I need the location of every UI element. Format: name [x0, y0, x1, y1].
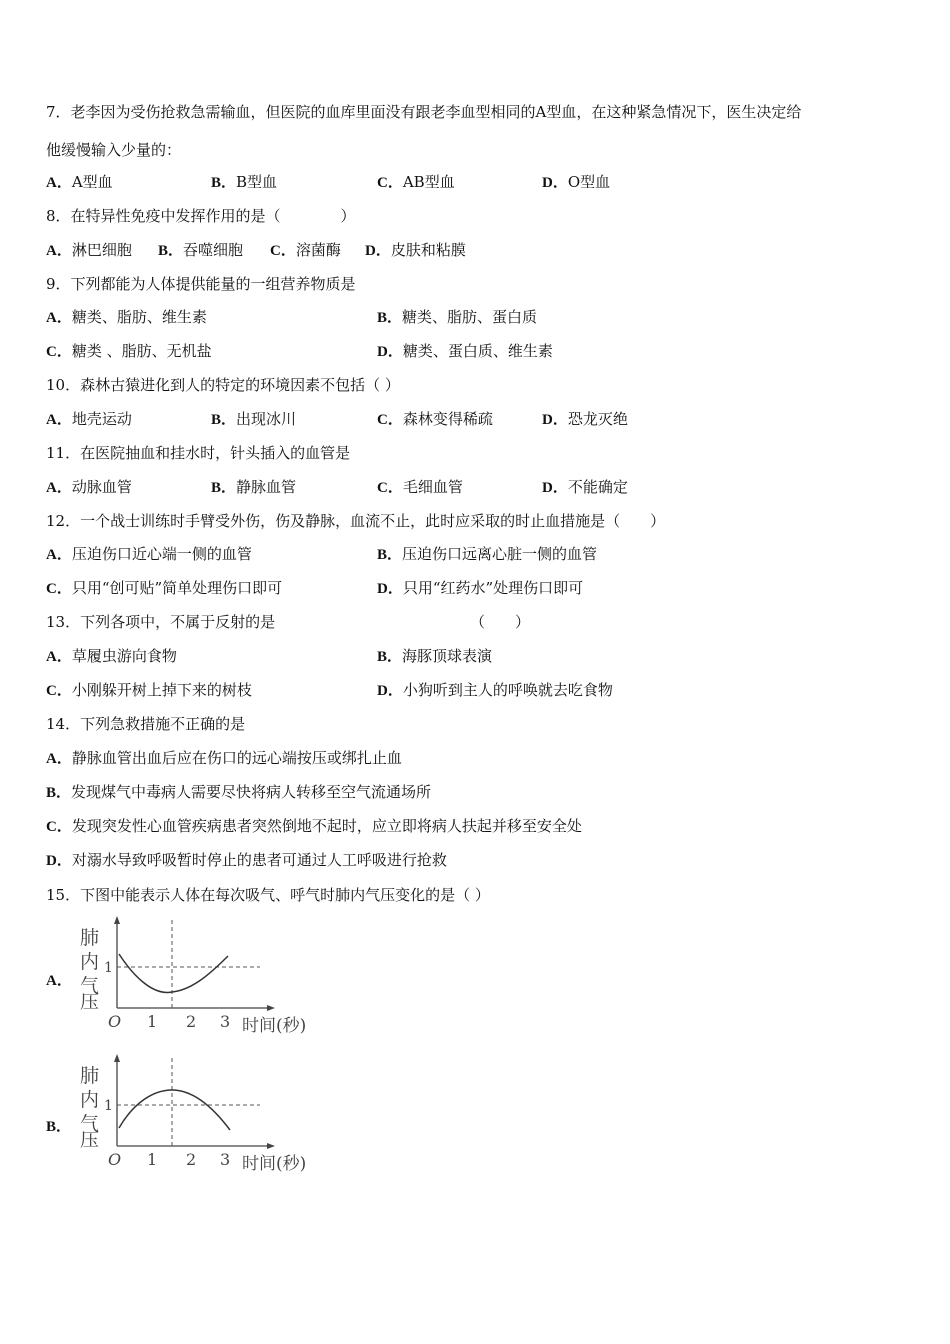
graph-a-x-label: 时间(秒): [242, 1016, 307, 1036]
q14-stem: 14．下列急救措施不正确的是: [46, 715, 246, 733]
graph-b-x-tick-1: 1: [147, 1150, 158, 1169]
q15-stem: 15．下图中能表示人体在每次吸气、呼气时肺内气压变化的是（ ）: [46, 886, 490, 904]
q15-graph-b: [72, 1050, 332, 1180]
graph-a-y-label-3: 气: [80, 975, 100, 997]
q9-option-b: B．糖类、脂肪、蛋白质: [377, 308, 538, 326]
graph-a-curve: [119, 954, 228, 992]
q13-option-b: B．海豚顶球表演: [377, 647, 493, 665]
q14-option-a: A．静脉血管出血后应在伤口的远心端按压或绑扎止血: [46, 749, 402, 767]
graph-a-origin: O: [108, 1012, 122, 1031]
q15-graph-a-label: A．: [46, 973, 72, 989]
q12-option-d: D．只用“红药水”处理伤口即可: [377, 579, 584, 597]
q11-stem: 11．在医院抽血和挂水时，针头插入的血管是: [46, 444, 351, 462]
q11-option-b: B．静脉血管: [211, 478, 297, 496]
q14-option-c: C．发现突发性心血管疾病患者突然倒地不起时，应立即将病人扶起并移至安全处: [46, 817, 582, 835]
q9-stem: 9．下列都能为人体提供能量的一组营养物质是: [46, 275, 356, 293]
q11-option-d: D．不能确定: [542, 478, 628, 496]
graph-b-y-label-1: 肺: [80, 1065, 100, 1087]
graph-b-x-arrow: [267, 1143, 275, 1149]
graph-a-y-label-1: 肺: [80, 927, 100, 949]
graph-b-y-tick: 1: [104, 1098, 113, 1114]
q7-option-c: C．AB型血: [377, 173, 455, 191]
graph-b-x-tick-3: 3: [220, 1150, 231, 1169]
q9-option-c: C．糖类 、脂肪、无机盐: [46, 342, 212, 360]
graph-b-x-tick-2: 2: [186, 1150, 197, 1169]
q12-stem: 12．一个战士训练时手臂受外伤，伤及静脉，血流不止，此时应采取的时止血措施是（ ）: [46, 512, 666, 530]
q7-option-b: B．B型血: [211, 173, 278, 191]
graph-a-x-tick-3: 3: [220, 1012, 231, 1031]
q8-option-c: C．溶菌酶: [270, 241, 341, 259]
q13-option-d: D．小狗听到主人的呼唤就去吃食物: [377, 681, 613, 699]
q9-option-a: A．糖类、脂肪、维生素: [46, 308, 207, 326]
q12-option-a: A．压迫伤口近心端一侧的血管: [46, 545, 252, 563]
graph-b-origin: O: [108, 1150, 122, 1169]
q13-stem: 13．下列各项中，不属于反射的是: [46, 613, 276, 631]
q7-stem-line1: 7．老李因为受伤抢救急需输血，但医院的血库里面没有跟老李血型相同的A型血，在这种紧急情况下，医生决定给: [46, 103, 802, 121]
q7-option-d: D．O型血: [542, 173, 611, 191]
graph-b-y-label-2: 内: [80, 1089, 100, 1111]
q7-option-a: A．A型血: [46, 173, 113, 191]
q8-option-d: D．皮肤和粘膜: [365, 241, 466, 259]
q9-option-d: D．糖类、蛋白质、维生素: [377, 342, 553, 360]
q10-option-b: B．出现冰川: [211, 410, 297, 428]
graph-a-x-tick-2: 2: [186, 1012, 197, 1031]
q14-option-b: B．发现煤气中毒病人需要尽快将病人转移至空气流通场所: [46, 783, 432, 801]
graph-b-curve: [119, 1090, 230, 1130]
q10-option-d: D．恐龙灭绝: [542, 410, 628, 428]
q14-option-d: D．对溺水导致呼吸暂时停止的患者可通过人工呼吸进行抢救: [46, 851, 447, 869]
graph-a-y-arrow: [114, 916, 120, 924]
graph-b-x-label: 时间(秒): [242, 1154, 307, 1174]
q12-option-c: C．只用“创可贴”简单处理伤口即可: [46, 579, 283, 597]
graph-a-x-arrow: [267, 1005, 275, 1011]
q12-option-b: B．压迫伤口远离心脏一侧的血管: [377, 545, 598, 563]
q8-stem: 8．在特异性免疫中发挥作用的是（ ）: [46, 207, 356, 225]
graph-a-y-tick: 1: [104, 960, 113, 976]
q15-graph-a: [72, 912, 332, 1042]
q8-option-b: B．吞噬细胞: [158, 241, 244, 259]
q13-option-a: A．草履虫游向食物: [46, 647, 177, 665]
q11-option-a: A．动脉血管: [46, 478, 132, 496]
q11-option-c: C．毛细血管: [377, 478, 463, 496]
q7-stem-line2: 他缓慢输入少量的：: [46, 141, 182, 159]
q8-option-a: A．淋巴细胞: [46, 241, 132, 259]
graph-a-y-label-2: 内: [80, 951, 100, 973]
q13-option-c: C．小刚躲开树上掉下来的树枝: [46, 681, 252, 699]
graph-b-y-label-4: 压: [80, 1129, 100, 1151]
graph-a-x-tick-1: 1: [147, 1012, 158, 1031]
graph-b-y-label-3: 气: [80, 1113, 100, 1135]
q10-option-a: A．地壳运动: [46, 410, 132, 428]
q13-answer-paren: （ ）: [470, 613, 531, 631]
q15-graph-b-label: B．: [46, 1119, 72, 1135]
q10-stem: 10．森林古猿进化到人的特定的环境因素不包括（ ）: [46, 376, 400, 394]
graph-b-y-arrow: [114, 1054, 120, 1062]
q10-option-c: C．森林变得稀疏: [377, 410, 493, 428]
graph-a-y-label-4: 压: [80, 991, 100, 1013]
